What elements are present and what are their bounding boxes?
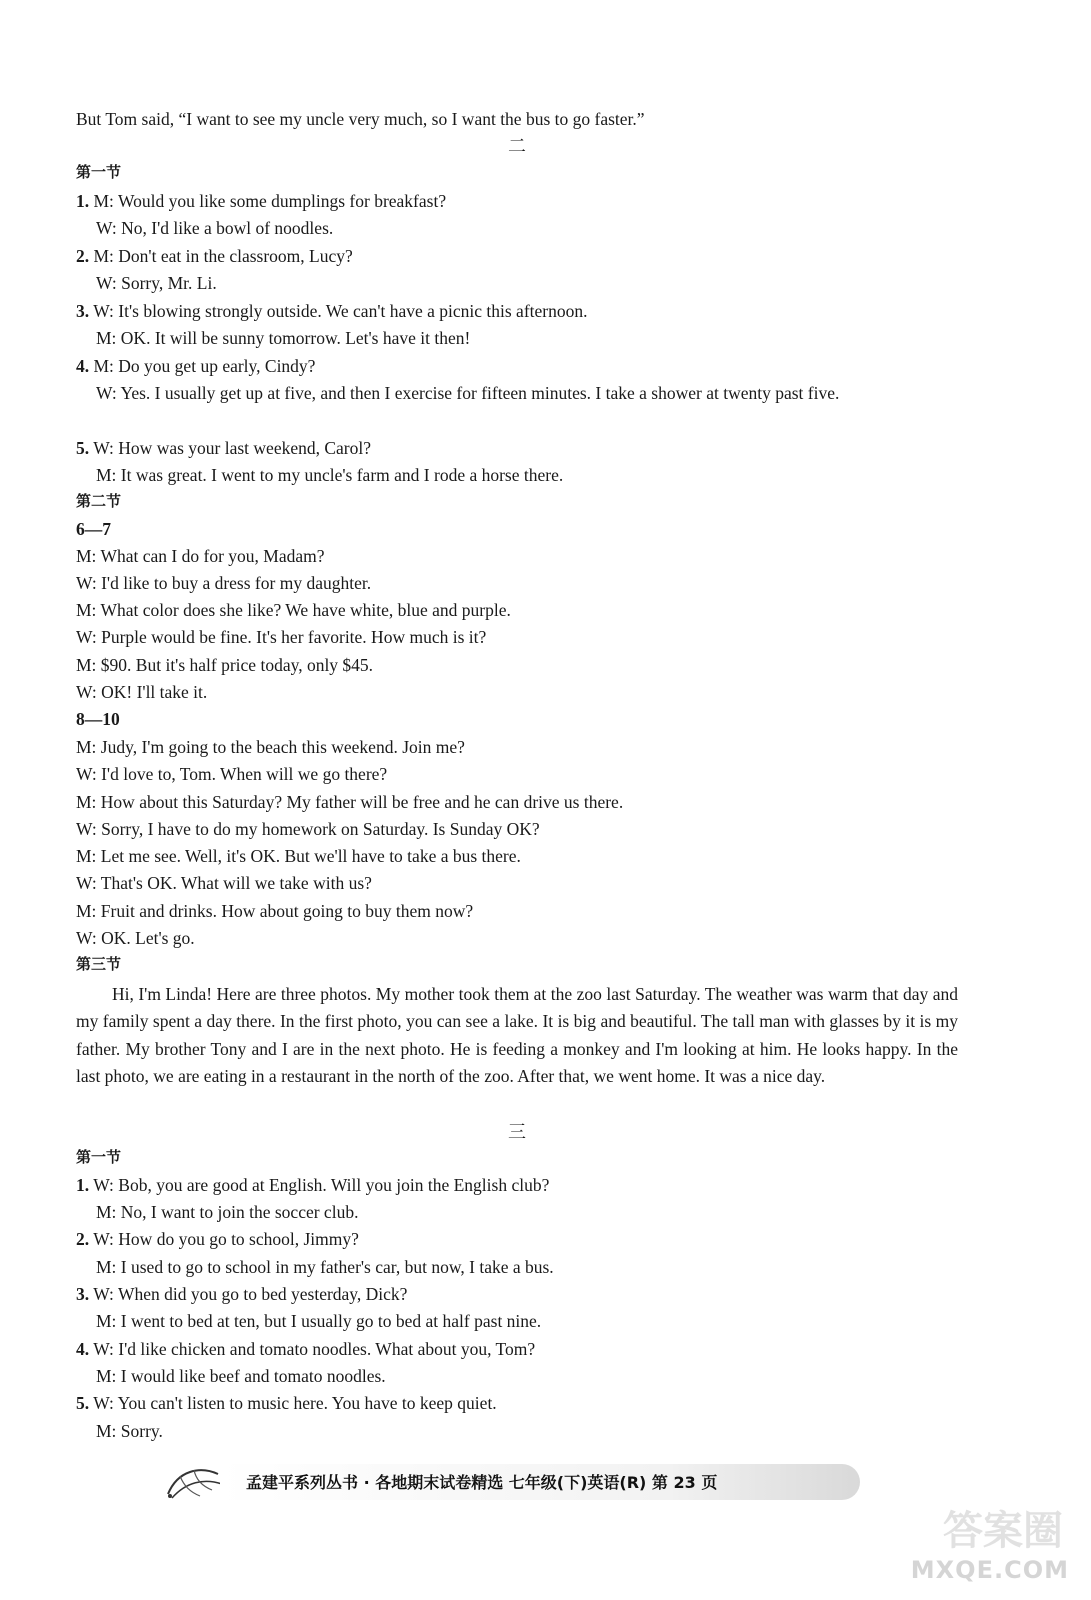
question-1-line-b: W: No, I'd like a bowl of noodles.: [96, 218, 334, 238]
dialogue-line: M: What color does she like? We have white, blue and purple.: [76, 600, 511, 620]
question-2-line-b: W: Sorry, Mr. Li.: [96, 273, 217, 293]
question-1-line-a: 1. M: Would you like some dumplings for breakfast?: [76, 191, 447, 211]
part-three-heading: 三: [508, 1122, 526, 1142]
intro-line: But Tom said, “I want to see my uncle very much, so I want the bus to go faster.”: [76, 109, 645, 129]
question-2-line-b: M: I used to go to school in my father's car, but now, I take a bus.: [96, 1257, 554, 1277]
question-4-line-b: M: I would like beef and tomato noodles.: [96, 1366, 386, 1386]
dialogue-line: M: What can I do for you, Madam?: [76, 546, 325, 566]
part-two-heading: 二: [508, 136, 526, 156]
dialogue-range-8-10: 8—10: [76, 709, 120, 729]
question-3-line-b: M: I went to bed at ten, but I usually go to bed at half past nine.: [96, 1311, 542, 1331]
part-two-section-three-label: 第三节: [76, 957, 122, 973]
question-5-line-a: 5. W: You can't listen to music here. You have to keep quiet.: [76, 1393, 497, 1413]
dialogue-line: W: I'd like to buy a dress for my daughter.: [76, 573, 372, 593]
question-4-line-a: 4. M: Do you get up early, Cindy?: [76, 356, 316, 376]
dialogue-line: W: That's OK. What will we take with us?: [76, 873, 372, 893]
part-three-section-one-label: 第一节: [76, 1150, 122, 1166]
watermark: [891, 1504, 1081, 1594]
watermark-logo-text: 答案圈: [943, 1508, 1063, 1554]
linda-passage: Hi, I'm Linda! Here are three photos. My mother took them at the zoo last Saturday. The weather was warm that day and my family spent a day there. In the first photo, you can see a lake. It is big and beautiful. The tall man with glasses by it is my father. My brother Tony and I are in the next photo. He is feeding a monkey and I'm looking at him. He looks happy. In the last photo, we are eating in a restaurant in the north of the zoo. After that, we went home. It was a nice day.: [76, 984, 958, 1087]
question-3-line-a: 3. W: When did you go to bed yesterday, Dick?: [76, 1284, 408, 1304]
question-1-line-b: M: No, I want to join the soccer club.: [96, 1202, 359, 1222]
dialogue-line: W: I'd love to, Tom. When will we go there?: [76, 764, 388, 784]
dialogue-line: W: Purple would be fine. It's her favorite. How much is it?: [76, 627, 487, 647]
question-3-line-b: M: OK. It will be sunny tomorrow. Let's have it then!: [96, 328, 471, 348]
part-two-section-one-label: 第一节: [76, 165, 122, 181]
question-2-line-a: 2. M: Don't eat in the classroom, Lucy?: [76, 246, 353, 266]
question-4-line-b: W: Yes. I usually get up at five, and then I exercise for fifteen minutes. I take a shower at twenty past five.: [96, 383, 840, 403]
question-5-line-a: 5. W: How was your last weekend, Carol?: [76, 438, 371, 458]
page-footer: [160, 1460, 860, 1504]
question-2-line-a: 2. W: How do you go to school, Jimmy?: [76, 1229, 359, 1249]
dialogue-line: M: $90. But it's half price today, only $45.: [76, 655, 374, 675]
question-5-line-b: M: It was great. I went to my uncle's farm and I rode a horse there.: [96, 465, 564, 485]
dialogue-line: M: Judy, I'm going to the beach this weekend. Join me?: [76, 737, 465, 757]
dialogue-line: M: Fruit and drinks. How about going to buy them now?: [76, 901, 474, 921]
part-two-section-two-label: 第二节: [76, 494, 122, 510]
watermark-url: MXQE.COM: [910, 1556, 1069, 1584]
question-1-line-a: 1. W: Bob, you are good at English. Will you join the English club?: [76, 1175, 550, 1195]
dialogue-line: W: OK. Let's go.: [76, 928, 195, 948]
footer-text: 孟建平系列丛书 · 各地期末试卷精选 七年级(下)英语(R) 第 23 页: [246, 1473, 718, 1492]
dialogue-line: W: OK! I'll take it.: [76, 682, 208, 702]
dialogue-range-6-7: 6—7: [76, 519, 111, 539]
question-5-line-b: M: Sorry.: [96, 1421, 163, 1441]
dialogue-line: M: How about this Saturday? My father will be free and he can drive us there.: [76, 792, 624, 812]
dialogue-line: M: Let me see. Well, it's OK. But we'll have to take a bus there.: [76, 846, 521, 866]
dialogue-line: W: Sorry, I have to do my homework on Saturday. Is Sunday OK?: [76, 819, 540, 839]
question-3-line-a: 3. W: It's blowing strongly outside. We can't have a picnic this afternoon.: [76, 301, 588, 321]
question-4-line-a: 4. W: I'd like chicken and tomato noodles. What about you, Tom?: [76, 1339, 536, 1359]
